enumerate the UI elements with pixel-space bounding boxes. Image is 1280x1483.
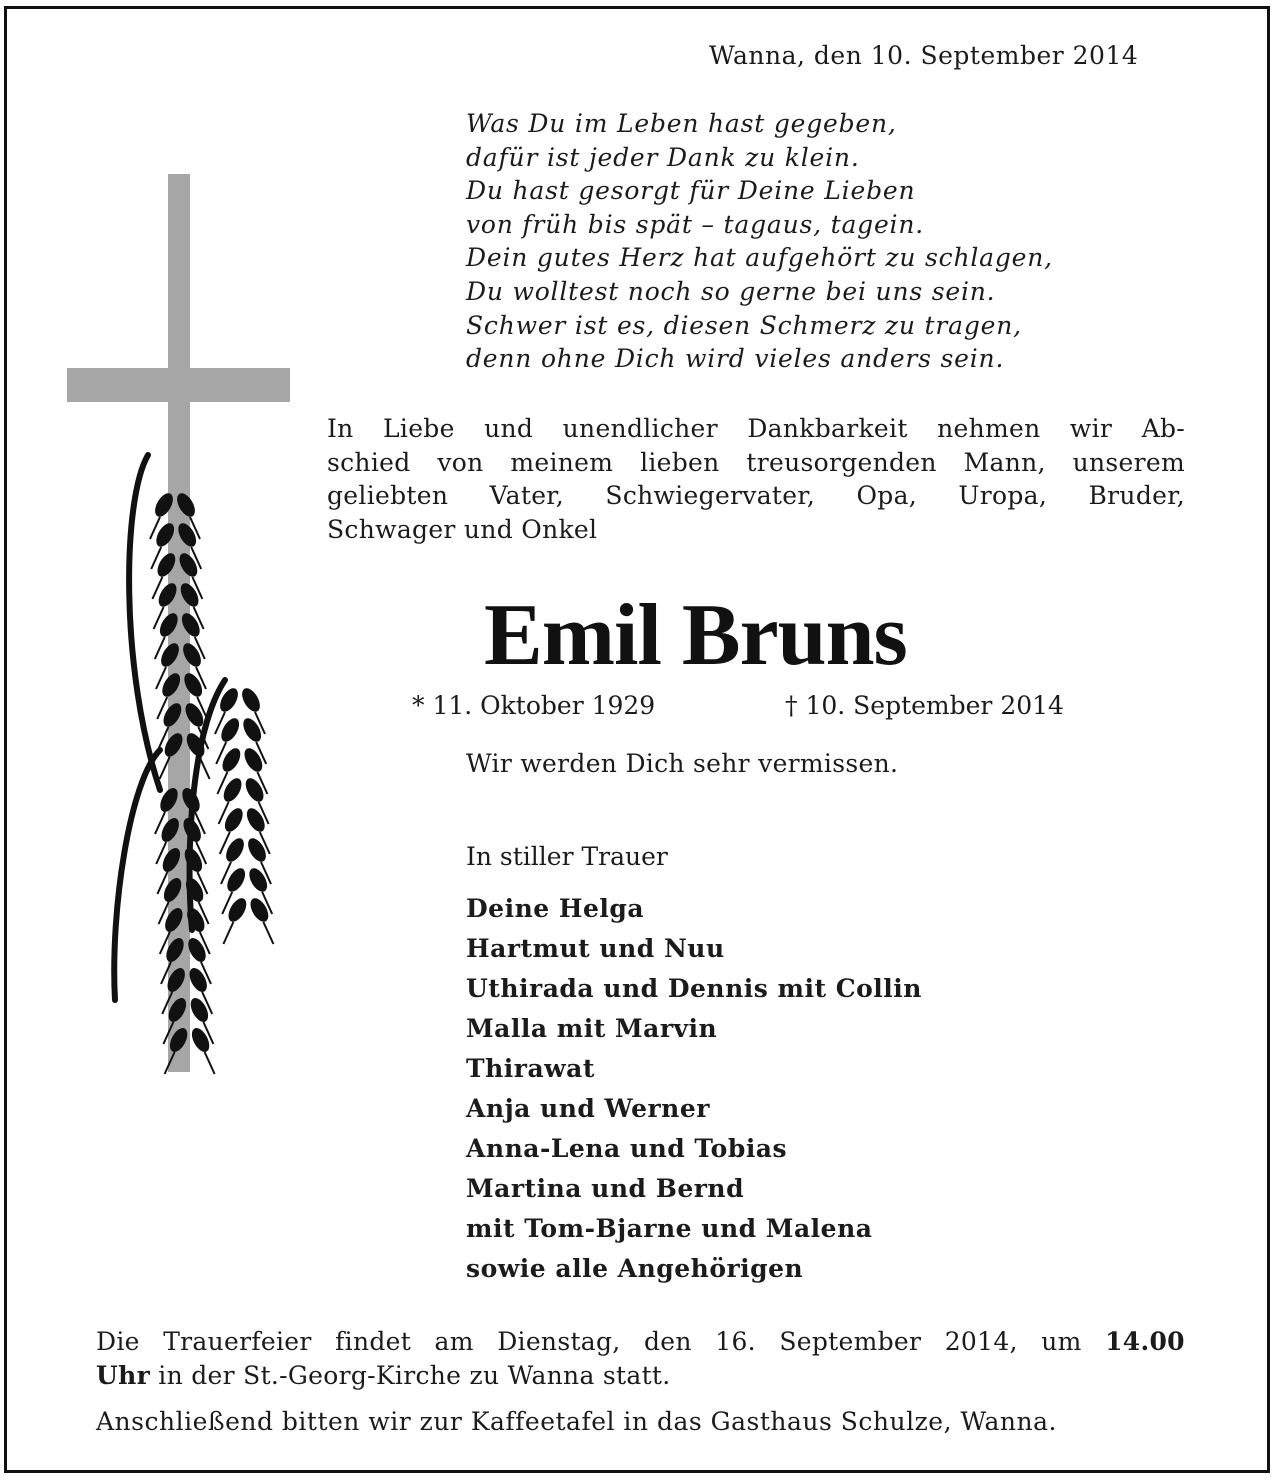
service-word: den <box>644 1327 692 1356</box>
intro-word: Mann, <box>963 447 1046 477</box>
intro-word: Liebe <box>383 414 455 443</box>
service-location: in der St.-Georg-Kirche zu Wanna statt. <box>150 1360 671 1390</box>
mourner-entry: Anja und Werner <box>466 1094 710 1123</box>
intro-word: nehmen <box>937 414 1041 443</box>
cross-with-wheat-icon <box>60 170 300 1080</box>
wheat-grain <box>240 715 265 745</box>
intro-word: treusorgenden <box>746 447 937 477</box>
mourner-entry: Martina und Bernd <box>466 1174 745 1203</box>
service-time-unit: Uhr <box>96 1360 151 1390</box>
service-word: Trauerfeier <box>163 1327 312 1356</box>
mourner-entry: Uthirada und Dennis mit Collin <box>466 974 922 1003</box>
poem <box>466 107 1053 376</box>
intro-line <box>327 479 1185 513</box>
intro-word: meinem <box>510 447 614 477</box>
intro-word: Ab- <box>1141 414 1185 443</box>
wheat-grain <box>187 995 212 1025</box>
service-time: 14.00 <box>1105 1327 1185 1356</box>
wheat-awn <box>223 922 233 944</box>
service-line <box>96 1325 1185 1359</box>
mourner-entry: Deine Helga <box>466 894 645 923</box>
date-line: Wanna, den 10. September 2014 <box>709 41 1139 70</box>
wheat-awn <box>205 1052 215 1074</box>
intro-word: unserem <box>1072 447 1185 477</box>
mourner-entry: Hartmut und Nuu <box>466 934 725 963</box>
wheat-grain <box>243 805 268 835</box>
wheat-grain <box>188 1025 213 1055</box>
mourning-intro: In stiller Trauer <box>466 842 668 871</box>
intro-word: Bruder, <box>1088 481 1185 511</box>
mourner-entry: Malla mit Marvin <box>466 1014 718 1043</box>
wheat-awn <box>200 757 210 779</box>
intro-word: unendlicher <box>562 414 718 443</box>
mourner-entry: sowie alle Angehörigen <box>466 1254 804 1283</box>
mourners-list <box>466 889 922 1289</box>
wheat-grain <box>238 685 263 715</box>
intro-word: Schwiegervater, <box>605 481 816 511</box>
intro-word: geliebten <box>327 481 449 511</box>
intro-word: In <box>327 414 354 443</box>
service-word: Die <box>96 1327 140 1356</box>
intro-word: lieben <box>640 447 720 477</box>
wheat-grain <box>247 895 272 925</box>
mourner-entry: Thirawat <box>466 1054 595 1083</box>
intro-line <box>327 412 1185 446</box>
poem-line: Was Du im Leben hast gegeben, <box>466 109 897 138</box>
intro-word: Opa, <box>856 481 918 511</box>
mourner-entry: Anna-Lena und Tobias <box>466 1134 788 1163</box>
intro-word: wir <box>1069 414 1113 443</box>
intro-word: Dankbarkeit <box>747 414 908 443</box>
death-date: † 10. September 2014 <box>785 691 1064 720</box>
service-word: am <box>434 1327 474 1356</box>
intro-word: Vater, <box>489 481 565 511</box>
intro-word: Uropa, <box>958 481 1048 511</box>
poem-line: von früh bis spät – tagaus, tagein. <box>466 209 925 239</box>
intro-word: von <box>437 447 484 477</box>
service-paragraph <box>96 1325 1185 1392</box>
wheat-awn <box>263 922 273 944</box>
intro-word: und <box>484 414 534 443</box>
wheat-grain <box>242 775 267 805</box>
poem-line: Dein gutes Herz hat aufgehört zu schlagen, <box>466 243 1053 273</box>
service-word: 16. <box>715 1327 756 1356</box>
wheat-grain <box>244 835 269 865</box>
poem-line: dafür ist jeder Dank zu klein. <box>466 142 860 172</box>
service-word: um <box>1041 1327 1082 1356</box>
intro-line <box>327 446 1185 480</box>
service-line <box>96 1359 1185 1393</box>
wheat-grain <box>241 745 266 775</box>
deceased-name: Emil Bruns <box>484 587 907 684</box>
intro-word: schied <box>327 447 411 477</box>
wheat-grain <box>246 865 271 895</box>
service-word: 2014, <box>944 1327 1018 1356</box>
birth-date: * 11. Oktober 1929 <box>412 691 656 720</box>
intro-paragraph <box>327 412 1185 546</box>
poem-line: Schwer ist es, diesen Schmerz zu tragen, <box>466 310 1022 340</box>
coffee-line: Anschließend bitten wir zur Kaffeetafel in das Gasthaus Schulze, Wanna. <box>96 1407 1057 1436</box>
poem-line: Du wolltest noch so gerne bei uns sein. <box>466 276 996 306</box>
service-word: findet <box>335 1327 412 1356</box>
intro-line: Schwager und Onkel <box>327 514 598 544</box>
poem-line: Du hast gesorgt für Deine Lieben <box>466 176 916 206</box>
mourner-entry: mit Tom-Bjarne und Malena <box>466 1214 873 1243</box>
cross-horizontal-beam <box>67 368 290 402</box>
service-word: Dienstag, <box>497 1327 621 1356</box>
service-word: September <box>779 1327 922 1356</box>
farewell-line: Wir werden Dich sehr vermissen. <box>466 749 899 778</box>
poem-line: denn ohne Dich wird vieles anders sein. <box>466 344 1005 374</box>
